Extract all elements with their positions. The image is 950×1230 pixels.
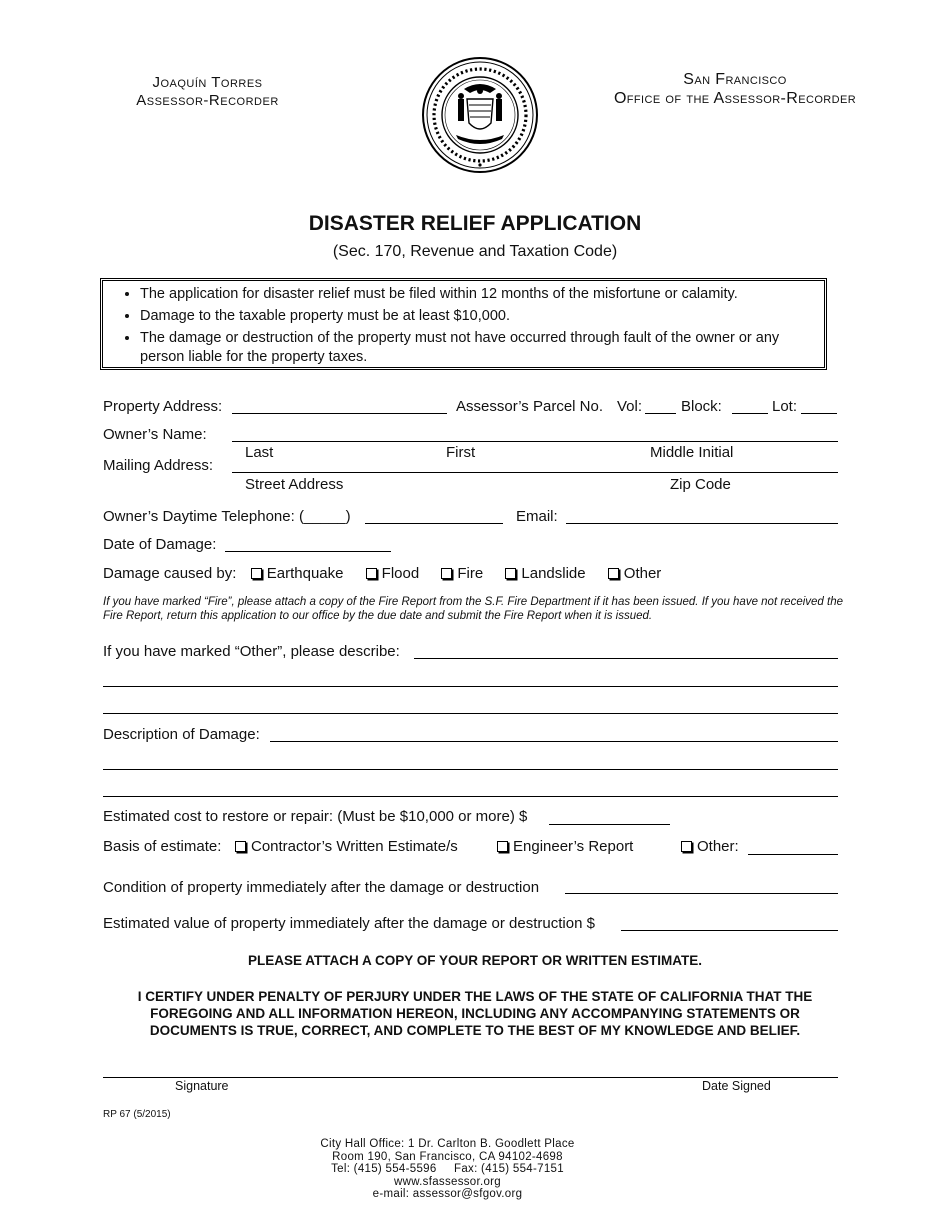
owners-name-field[interactable]: [232, 441, 838, 442]
checkbox-icon: [366, 568, 377, 579]
middle-initial-caption: Middle Initial: [650, 444, 734, 461]
first-name-caption: First: [446, 444, 476, 461]
checkbox-icon: [608, 568, 619, 579]
vol-field[interactable]: [645, 413, 676, 414]
other-describe-line-3[interactable]: [103, 713, 838, 714]
checkbox-icon: [441, 568, 452, 579]
assessor-title: Assessor-Recorder: [136, 92, 279, 109]
form-code: RP 67 (5/2015): [103, 1109, 171, 1120]
damage-cause-label: Damage caused by:: [103, 565, 237, 582]
certification-statement: I CERTIFY UNDER PENALTY OF PERJURY UNDER THE LAWS OF THE STATE OF CALIFORNIA THAT THE FOREGOING AND ALL INFORMATION HEREON, INCLUDING ANY ACCOMPANYING STATEMENTS OR DOCUMENTS IS TRUE, CORRECT, AND COMPLETE TO THE BEST OF MY KNOWLEDGE AND BELIEF.: [137, 989, 813, 1038]
requirement-item: • The damage or destruction of the property must not have occurred through fault of the owner or any person liable for the property taxes.: [140, 329, 814, 367]
lot-label: Lot:: [772, 398, 798, 415]
description-damage-label: Description of Damage:: [103, 726, 260, 743]
street-address-caption: Street Address: [245, 476, 344, 493]
zip-code-caption: Zip Code: [670, 476, 731, 493]
checkbox-icon: [497, 841, 508, 852]
option-label: Other:: [697, 838, 739, 855]
footer-room-line: Room 190, San Francisco, CA 94102-4698: [332, 1150, 563, 1163]
checkbox-engineers-report[interactable]: [497, 838, 633, 855]
office-city: San Francisco: [683, 71, 787, 88]
basis-estimate-label: Basis of estimate:: [103, 838, 222, 855]
option-label: Engineer’s Report: [513, 838, 634, 855]
last-name-caption: Last: [245, 444, 274, 461]
checkbox-icon: [681, 841, 692, 852]
checkbox-contractor-estimate[interactable]: [235, 838, 458, 855]
office-contact-footer: [0, 1138, 895, 1201]
block-label: Block:: [681, 398, 722, 415]
parcel-no-label: Assessor’s Parcel No.: [456, 398, 603, 415]
option-label: Other: [623, 565, 662, 582]
checkbox-other[interactable]: [608, 565, 662, 582]
checkbox-flood[interactable]: [366, 565, 420, 582]
other-describe-field[interactable]: [414, 658, 838, 659]
date-of-damage-field[interactable]: [225, 551, 391, 552]
requirements-box: [100, 278, 827, 370]
signature-caption: Signature: [175, 1079, 229, 1093]
description-damage-line-3[interactable]: [103, 796, 838, 797]
option-label: Contractor’s Written Estimate/s: [251, 838, 458, 855]
page-title: DISASTER RELIEF APPLICATION: [308, 212, 642, 235]
mailing-address-field[interactable]: [232, 472, 838, 473]
checkbox-fire[interactable]: [441, 565, 483, 582]
date-signed-caption: Date Signed: [702, 1079, 771, 1093]
estimated-cost-label: Estimated cost to restore or repair: (Must be $10,000 or more) $: [103, 808, 528, 825]
email-label: Email:: [516, 508, 558, 525]
lot-field[interactable]: [801, 413, 837, 414]
other-describe-label: If you have marked “Other”, please describe:: [103, 643, 400, 660]
requirement-item: • Damage to the taxable property must be at least $10,000.: [140, 307, 814, 326]
city-county-seal-icon: [420, 55, 540, 175]
estimated-value-field[interactable]: [621, 930, 838, 931]
damage-cause-row: [103, 565, 679, 582]
property-address-label: Property Address:: [103, 398, 223, 415]
email-field[interactable]: [566, 523, 838, 524]
block-field[interactable]: [732, 413, 768, 414]
description-damage-field[interactable]: [270, 741, 838, 742]
office-name: Office of the Assessor-Recorder: [613, 90, 857, 107]
daytime-phone-field[interactable]: [365, 523, 503, 524]
condition-label: Condition of property immediately after the damage or destruction: [103, 879, 540, 896]
checkbox-icon: [235, 841, 246, 852]
option-label: Flood: [381, 565, 420, 582]
option-label: Landslide: [521, 565, 586, 582]
page-subtitle: (Sec. 170, Revenue and Taxation Code): [332, 243, 618, 260]
assessor-name: Joaquín Torres: [152, 74, 263, 91]
checkbox-icon: [505, 568, 516, 579]
attach-notice: PLEASE ATTACH A COPY OF YOUR REPORT OR WRITTEN ESTIMATE.: [247, 953, 703, 968]
footer-address-line: City Hall Office: 1 Dr. Carlton B. Goodlett Place: [320, 1138, 575, 1150]
vol-label: Vol:: [617, 398, 643, 415]
date-of-damage-label: Date of Damage:: [103, 536, 217, 553]
footer-email: e-mail: assessor@sfgov.org: [372, 1188, 523, 1200]
estimated-cost-field[interactable]: [549, 824, 670, 825]
basis-other-field[interactable]: [748, 854, 838, 855]
footer-phone-line: Tel: (415) 554-5596 Fax: (415) 554-7151: [331, 1163, 564, 1175]
checkbox-basis-other[interactable]: [681, 838, 739, 855]
other-describe-line-2[interactable]: [103, 686, 838, 687]
assessor-name-block: [100, 74, 315, 110]
mailing-address-label: Mailing Address:: [103, 457, 214, 474]
checkbox-landslide[interactable]: [505, 565, 585, 582]
checkbox-earthquake[interactable]: [251, 565, 344, 582]
condition-field[interactable]: [565, 893, 838, 894]
option-label: Earthquake: [266, 565, 344, 582]
option-label: Fire: [457, 565, 484, 582]
owners-name-label: Owner’s Name:: [103, 426, 207, 443]
requirement-item: • The application for disaster relief must be filed within 12 months of the misfortune or calamity.: [140, 285, 814, 304]
daytime-phone-label: Owner’s Daytime Telephone: (_____): [103, 508, 351, 525]
description-damage-line-2[interactable]: [103, 769, 838, 770]
footer-website: www.sfassessor.org: [393, 1175, 502, 1188]
office-name-block: [575, 70, 895, 108]
fire-report-note: If you have marked “Fire”, please attach a copy of the Fire Report from the S.F. Fire Department if it has been issued. If you have not received the Fire Report, return this application to our office by the due date and submit the Fire Report when it is issued.: [103, 596, 843, 622]
property-address-field[interactable]: [232, 413, 447, 414]
checkbox-icon: [251, 568, 262, 579]
estimated-value-label: Estimated value of property immediately after the damage or destruction $: [103, 915, 595, 932]
signature-field[interactable]: [103, 1077, 838, 1078]
